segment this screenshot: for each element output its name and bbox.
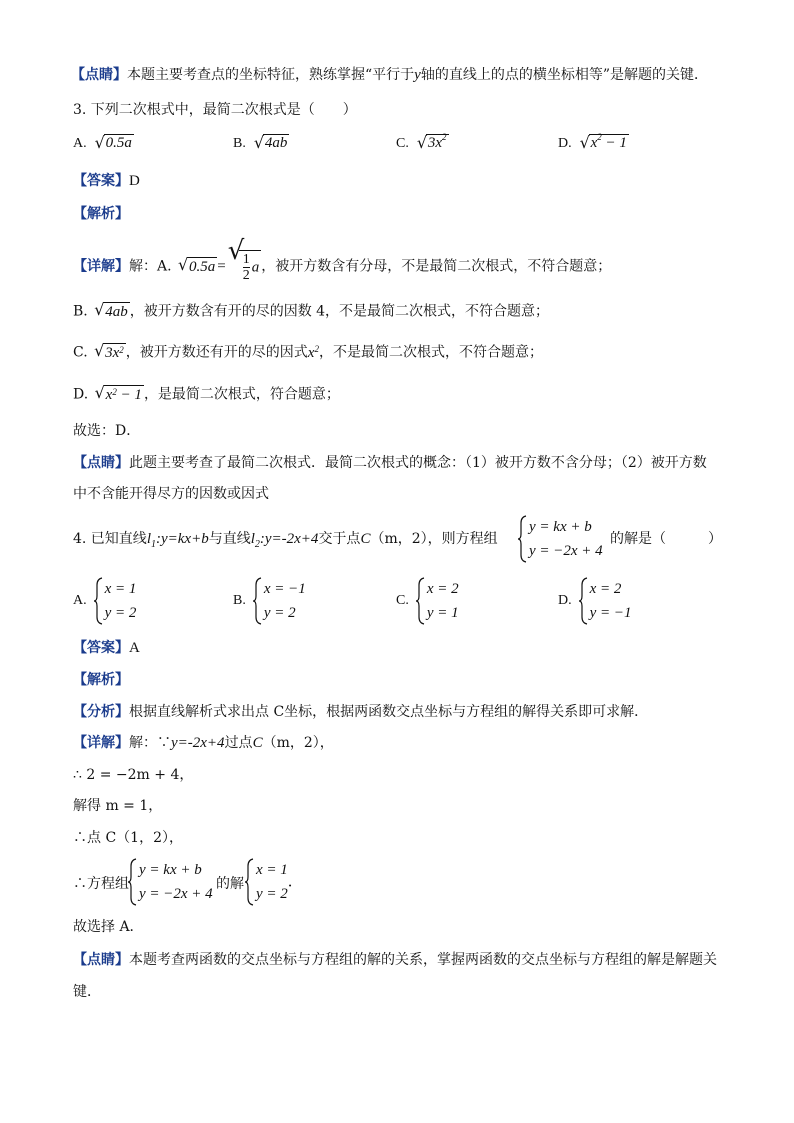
option-x: x = 1	[104, 581, 137, 597]
note-var: y	[414, 67, 421, 83]
line-expr: y=kx+b	[160, 531, 209, 547]
fenxi-text: 根据直线解析式求出点 C坐标，根据两函数交点坐标与方程组的解得关系即可求解．	[129, 704, 649, 720]
stem-text: 4. 已知直线	[73, 531, 147, 547]
q4-step-5-system: y = kx + b y = −2x + 4	[127, 858, 213, 906]
option-label: D.	[558, 593, 572, 608]
option-y: y = 2	[104, 605, 137, 621]
line-expr: y=-2x+4	[264, 531, 319, 547]
note-label: 【点睛】	[71, 67, 127, 83]
detail-text: ，被开方数还有开的尽的因式	[125, 344, 308, 361]
note-label: 【点睛】	[73, 952, 129, 968]
q4-choose: 故选择 A．	[73, 919, 144, 935]
option-label: B.	[233, 593, 246, 608]
q3-detail-a: 【详解】解：A. √ 0.5a = √ $\frac{1}{2}$ a ，被开方数含有分母，不是最简二次根式，不符合题意；	[73, 236, 612, 283]
analysis-label: 【解析】	[73, 206, 129, 222]
q4-note-1	[73, 951, 717, 969]
option-expr: x	[590, 135, 598, 151]
option-y: y = 1	[426, 605, 459, 621]
detail-text: （m，2），	[262, 735, 334, 751]
stem-text: 交于点	[318, 531, 361, 547]
q3-answer	[73, 172, 140, 190]
note-text: 本题主要考查点的坐标特征，熟练掌握“平行于	[127, 67, 415, 83]
option-label: B.	[233, 136, 246, 151]
q3-note-1	[73, 454, 707, 472]
note-line-top	[71, 66, 708, 84]
fenxi-label: 【分析】	[73, 704, 129, 720]
answer-value: D	[129, 173, 140, 189]
q4-answer	[73, 639, 140, 657]
detail-label: 【详解】	[73, 258, 129, 275]
q3-option-a: A. √ 0.5a	[73, 133, 132, 152]
option-label: C.	[396, 593, 409, 608]
option-expr: 4ab	[264, 135, 288, 151]
q4-step-5-solution: x = 1 y = 2 ．	[244, 858, 303, 906]
q4-detail-1	[73, 734, 334, 752]
answer-label: 【答案】	[73, 173, 129, 189]
option-x: x = 2	[426, 581, 459, 597]
q4-step-5-mid: 的解	[216, 876, 244, 892]
detail-text: ，是最简二次根式，符合题意；	[143, 386, 340, 403]
detail-text: 解：A.	[129, 258, 172, 275]
q4-fenxi	[73, 703, 648, 721]
solution-y: y = 2	[256, 886, 288, 902]
q4-stem-end: 的解是（ ）	[610, 531, 722, 547]
q4-step-3: 解得 m = 1，	[73, 798, 163, 814]
detail-text: ，被开方数含有分母，不是最简二次根式，不符合题意；	[261, 258, 612, 275]
q3-analysis	[73, 205, 129, 223]
detail-text: ，不是最简二次根式，不符合题意；	[318, 344, 543, 361]
detail-text: ，被开方数含有开的尽的因数 4，不是最简二次根式，不符合题意；	[129, 303, 550, 320]
answer-value: A	[129, 640, 140, 656]
q3-detail-b: B. √ 4ab ，被开方数含有开的尽的因数 4，不是最简二次根式，不符合题意；	[73, 300, 550, 320]
detail-text: 解：∵	[129, 735, 171, 751]
option-label: A.	[73, 593, 87, 608]
q3-choose: 故选：D．	[73, 423, 141, 439]
solution-x: x = 1	[256, 862, 288, 878]
q3-option-b: B. √ 4ab	[233, 133, 288, 152]
q4-step-4: ∴点 C（1，2），	[73, 830, 183, 846]
q4-analysis	[73, 671, 129, 689]
note-text-rest: 轴的直线上的点的横坐标相等”是解题的关键．	[420, 67, 708, 83]
detail-text: B.	[73, 303, 88, 320]
analysis-label: 【解析】	[73, 672, 129, 688]
q3-option-c: C. √ $3x^2$	[396, 132, 447, 152]
q4-step-2: ∴ 2 = −2m + 4，	[73, 767, 194, 783]
point-name: C	[252, 735, 263, 751]
option-label: C.	[396, 136, 409, 151]
q4-option-b	[233, 577, 306, 625]
q3-note-2: 中不含能开得尽方的因数或因式	[73, 486, 269, 502]
q4-stem-system: y = kx + b y = −2x + 4	[517, 515, 603, 563]
option-y: y = −1	[589, 605, 632, 621]
stem-text: （m，2），则方程组	[370, 531, 498, 547]
q4-option-d	[558, 577, 632, 625]
q4-note-2: 键．	[73, 984, 101, 1000]
option-x: x = −1	[263, 581, 306, 597]
q4-option-a	[73, 577, 136, 625]
option-x: x = 2	[589, 581, 622, 597]
detail-text: D.	[73, 386, 89, 403]
q4-option-c	[396, 577, 459, 625]
q3-stem: 3. 下列二次根式中，最简二次根式是（ ）	[73, 102, 357, 118]
note-text: 此题主要考查了最简二次根式．最简二次根式的概念：（1）被开方数不含分母；（2）被开方数	[129, 455, 707, 471]
detail-text: C.	[73, 344, 88, 361]
q3-detail-d: D. √ $x^2 - 1$ ，是最简二次根式，符合题意；	[73, 383, 340, 403]
answer-label: 【答案】	[73, 640, 129, 656]
q4-stem: 4. 已知直线$l_1:y=kx+b$与直线$l_2:y=-2x+4$交于点C（m，2），则方程组	[73, 531, 498, 550]
detail-text: 过点	[224, 735, 253, 751]
option-y: y = 2	[263, 605, 296, 621]
note-text: 本题考查两函数的交点坐标与方程组的解的关系，掌握两函数的交点坐标与方程组的解是解题关	[129, 952, 717, 968]
q3-option-d: D. √ $x^2 - 1$	[558, 132, 627, 152]
stem-text: 与直线	[208, 531, 251, 547]
detail-expr: y=-2x+4	[171, 735, 225, 751]
option-label: D.	[558, 136, 572, 151]
option-expr: 3x	[427, 135, 443, 151]
point-name: C	[360, 531, 371, 547]
option-label: A.	[73, 136, 87, 151]
q4-step-5-pre: ∴方程组	[73, 876, 129, 892]
note-label: 【点睛】	[73, 455, 129, 471]
detail-label: 【详解】	[73, 735, 129, 751]
q3-detail-c: C. √ $3x^2$ ，被开方数还有开的尽的因式$x^2$，不是最简二次根式，不符合题意；	[73, 341, 543, 361]
option-expr: 0.5a	[105, 135, 132, 151]
